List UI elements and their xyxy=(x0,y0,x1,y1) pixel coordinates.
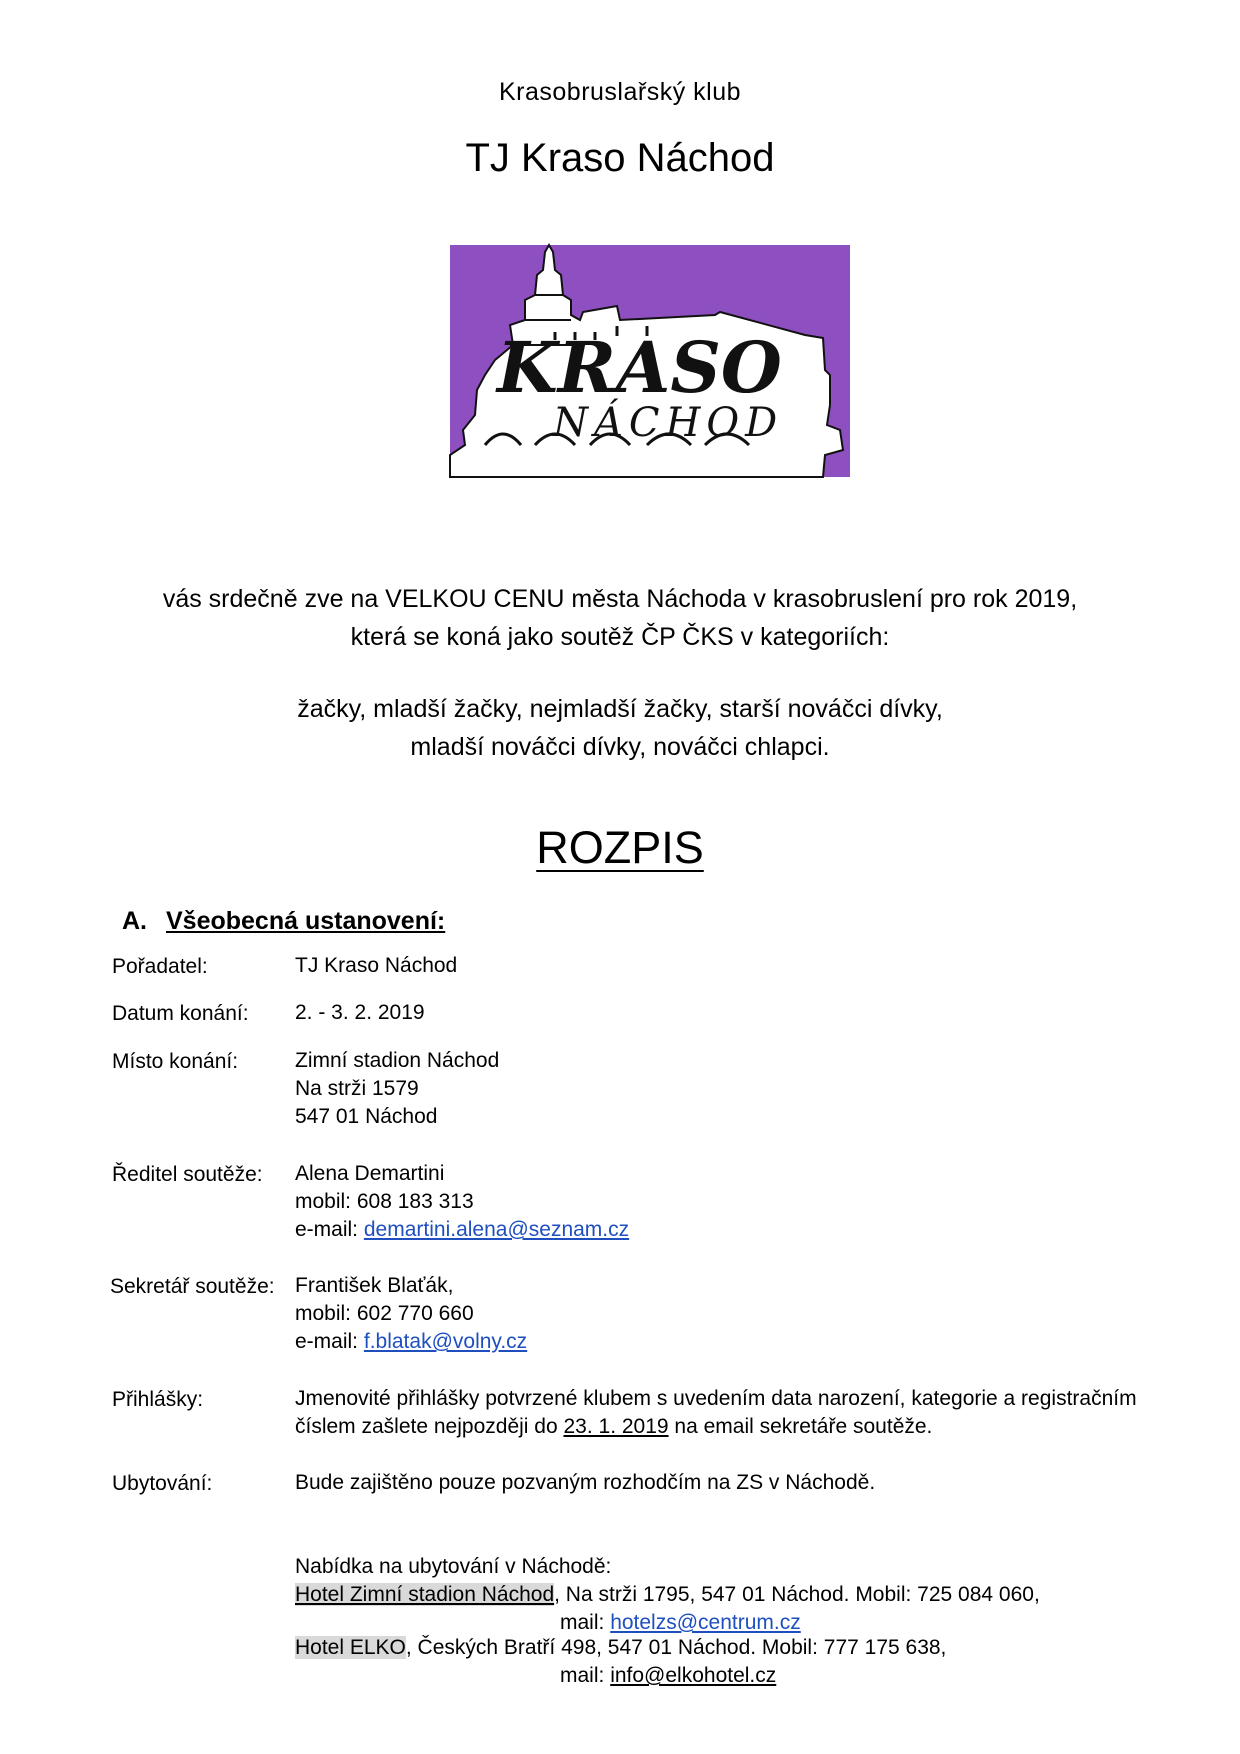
hotel-1-mail-line xyxy=(295,1609,1040,1637)
hotel-2-mail-line xyxy=(295,1662,946,1690)
reditel-email-prefix: e-mail: xyxy=(295,1218,364,1241)
value-sekretar xyxy=(295,1272,527,1356)
misto-line-3: 547 01 Náchod xyxy=(295,1105,438,1128)
club-type: Krasobruslařský klub xyxy=(498,78,742,106)
label-misto: Místo konání: xyxy=(112,1050,239,1073)
section-a-letter: A. xyxy=(122,907,147,935)
club-logo xyxy=(385,240,855,552)
hotel-2-name: Hotel ELKO xyxy=(295,1636,406,1659)
sekretar-email-line xyxy=(295,1328,527,1356)
sekretar-mobile: mobil: 602 770 660 xyxy=(295,1302,474,1325)
sekretar-email-link[interactable]: f.blatak@volny.cz xyxy=(363,1330,528,1353)
value-prihlasky xyxy=(295,1385,1137,1441)
reditel-mobile: mobil: 608 183 313 xyxy=(295,1190,474,1213)
logo-text-sub: NÁCHOD xyxy=(553,400,784,446)
sekretar-name: František Blaťák, xyxy=(295,1274,454,1297)
value-reditel xyxy=(295,1160,629,1244)
hotel-1-details: , Na strži 1795, 547 01 Náchod. Mobil: 725 084 060, xyxy=(554,1583,1040,1606)
label-reditel: Ředitel soutěže: xyxy=(112,1163,263,1186)
label-prihlasky: Přihlášky: xyxy=(112,1388,204,1411)
prihlasky-line-2-end: na email sekretáře soutěže. xyxy=(668,1415,933,1438)
label-datum: Datum konání: xyxy=(112,1002,249,1025)
prihlasky-line-2-start: číslem zašlete nejpozději do xyxy=(295,1415,564,1438)
categories-line-1: žačky, mladší žačky, nejmladší žačky, starší nováčci dívky, xyxy=(297,695,943,723)
section-a-title: Všeobecná ustanovení: xyxy=(166,907,446,935)
categories-text xyxy=(0,690,1240,766)
label-poradatel: Pořadatel: xyxy=(112,955,208,978)
logo-graphic xyxy=(385,240,855,552)
ubytovani-offers xyxy=(295,1553,1040,1637)
hotel-1-mail-prefix: mail: xyxy=(560,1611,611,1634)
logo-text-main: KRASO xyxy=(497,326,782,409)
value-ubytovani xyxy=(295,1469,875,1497)
section-a-heading xyxy=(122,907,445,936)
intro-line-1: vás srdečně zve na VELKOU CENU města Náchoda v krasobruslení pro rok 2019, xyxy=(162,585,1078,613)
ubytovani-offer-heading: Nabídka na ubytování v Náchodě: xyxy=(295,1555,612,1578)
hotel-1-name: Hotel Zimní stadion Náchod xyxy=(295,1583,555,1606)
reditel-name: Alena Demartini xyxy=(295,1162,445,1185)
reditel-email-line xyxy=(295,1216,629,1244)
label-sekretar: Sekretář soutěže: xyxy=(110,1275,275,1298)
document-title-text: ROZPIS xyxy=(536,822,704,873)
misto-line-2: Na strži 1579 xyxy=(295,1077,419,1100)
hotel-2-mail-prefix: mail: xyxy=(560,1664,611,1687)
ubytovani-line-1: Bude zajištěno pouze pozvaným rozhodčím na ZS v Náchodě. xyxy=(295,1471,876,1494)
value-misto xyxy=(295,1047,499,1131)
hotel-1-line xyxy=(295,1581,1040,1609)
hotel-2-mail-link[interactable]: info@elkohotel.cz xyxy=(610,1664,777,1687)
intro-text xyxy=(0,580,1240,656)
categories-line-2: mladší nováčci dívky, nováčci chlapci. xyxy=(410,733,830,761)
hotel-2-block xyxy=(295,1634,946,1690)
label-ubytovani: Ubytování: xyxy=(112,1472,213,1495)
intro-line-2: která se koná jako soutěž ČP ČKS v kategoriích: xyxy=(350,623,890,651)
document-title xyxy=(0,822,1240,874)
reditel-email-link[interactable]: demartini.alena@seznam.cz xyxy=(363,1218,630,1241)
club-name: TJ Kraso Náchod xyxy=(465,136,775,180)
value-datum xyxy=(295,999,425,1027)
poradatel-text: TJ Kraso Náchod xyxy=(295,954,458,977)
prihlasky-line-2 xyxy=(295,1413,1137,1441)
prihlasky-line-1: Jmenovité přihlášky potvrzené klubem s uvedením data narození, kategorie a registračním xyxy=(295,1387,1137,1410)
sekretar-email-prefix: e-mail: xyxy=(295,1330,364,1353)
misto-line-1: Zimní stadion Náchod xyxy=(295,1049,500,1072)
hotel-2-details: , Českých Bratří 498, 547 01 Náchod. Mobil: 777 175 638, xyxy=(405,1636,947,1659)
hotel-1-mail-link[interactable]: hotelzs@centrum.cz xyxy=(610,1611,801,1634)
hotel-2-line xyxy=(295,1634,946,1662)
datum-text: 2. - 3. 2. 2019 xyxy=(295,1001,425,1024)
value-poradatel xyxy=(295,952,457,980)
prihlasky-deadline: 23. 1. 2019 xyxy=(563,1415,669,1438)
